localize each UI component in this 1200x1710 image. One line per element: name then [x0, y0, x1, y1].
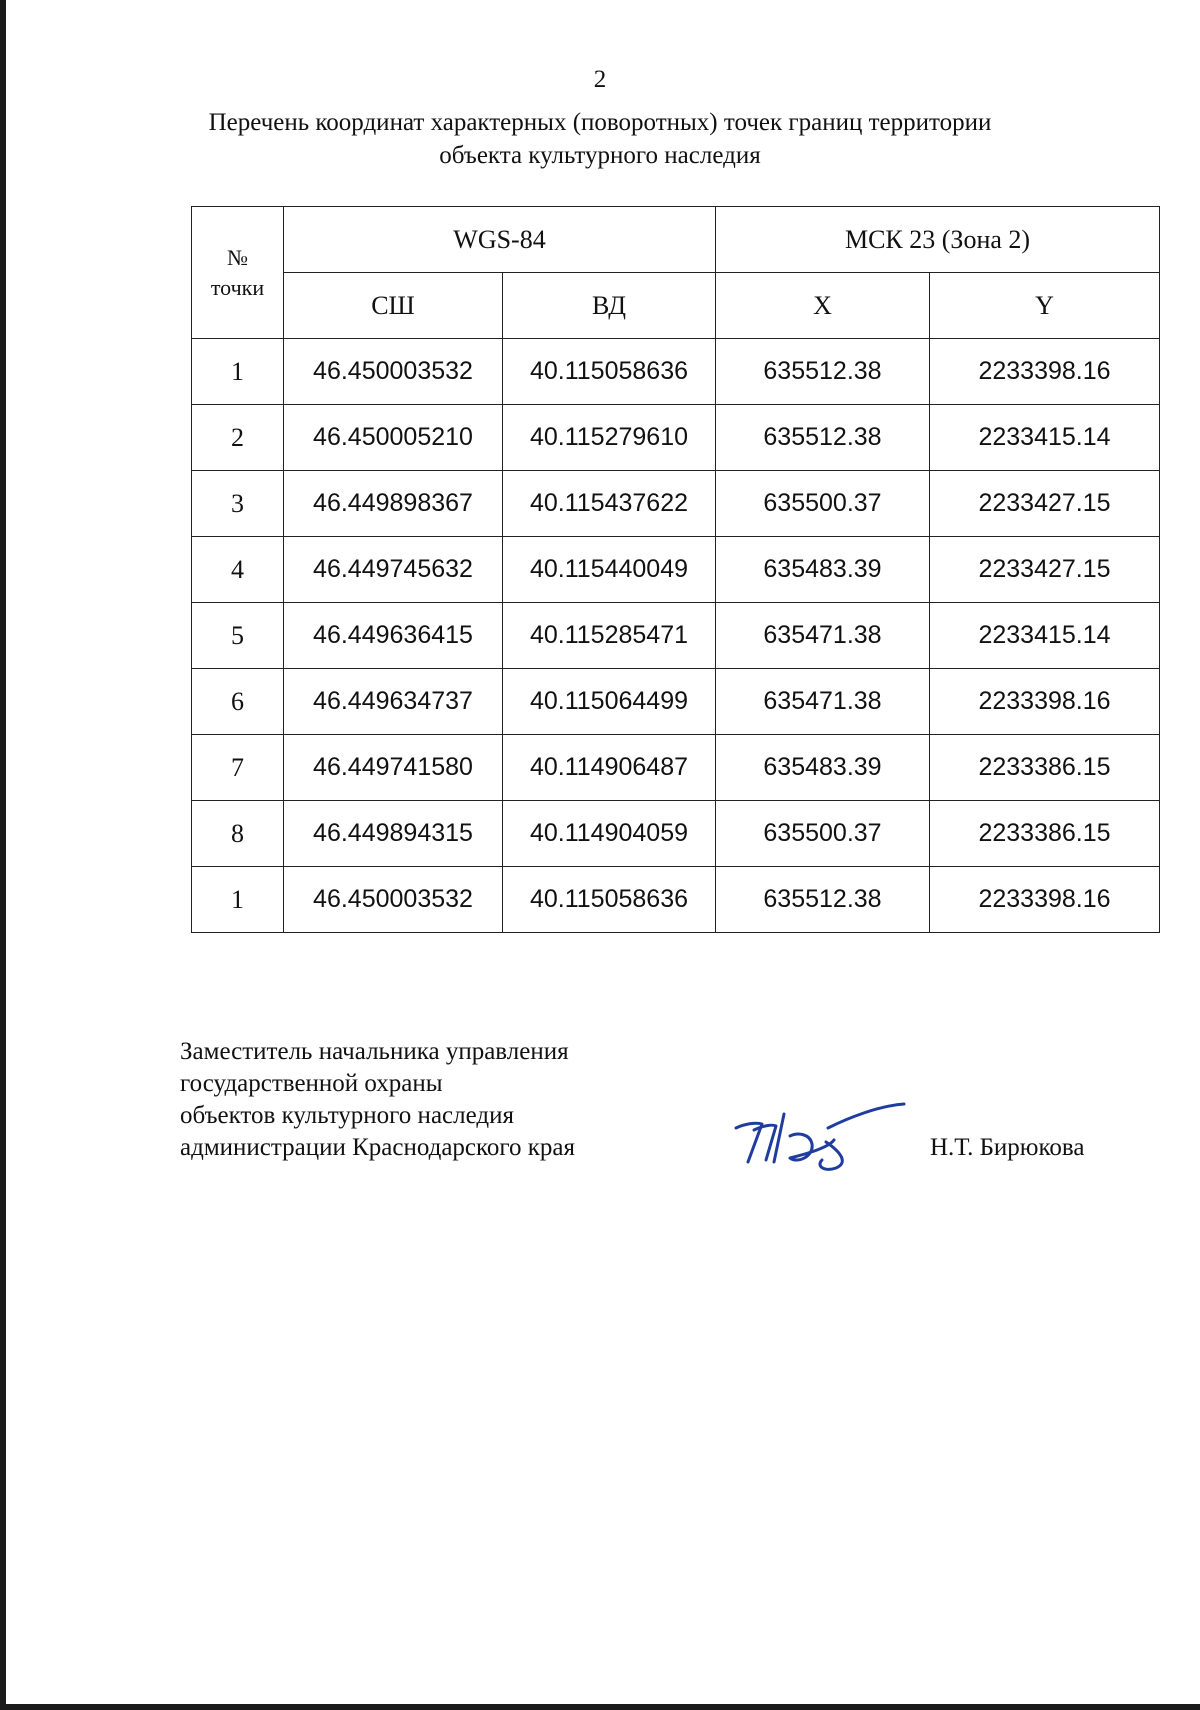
point-number-cell: 1 — [192, 867, 284, 933]
point-number-header-symbol: № — [227, 244, 248, 270]
x-cell: 635512.38 — [716, 339, 930, 405]
table-row — [192, 603, 1160, 669]
table-row — [192, 537, 1160, 603]
latitude-column-header: СШ — [284, 273, 503, 339]
x-cell: 635471.38 — [716, 603, 930, 669]
longitude-cell: 40.115279610 — [503, 405, 716, 471]
table-row — [192, 867, 1160, 933]
y-column-header: Y — [930, 273, 1160, 339]
scan-edge-left — [0, 0, 6, 1710]
latitude-cell: 46.450005210 — [284, 405, 503, 471]
point-number-header-label: точки — [210, 274, 265, 300]
x-cell: 635483.39 — [716, 735, 930, 801]
longitude-cell: 40.115437622 — [503, 471, 716, 537]
y-cell: 2233398.16 — [930, 339, 1160, 405]
table-row — [192, 735, 1160, 801]
point-number-cell: 1 — [192, 339, 284, 405]
longitude-cell: 40.115058636 — [503, 339, 716, 405]
table-group-header-row — [192, 207, 1160, 273]
table-row — [192, 801, 1160, 867]
table-row — [192, 669, 1160, 735]
point-number-cell: 3 — [192, 471, 284, 537]
table-row — [192, 339, 1160, 405]
x-cell: 635471.38 — [716, 669, 930, 735]
point-number-cell: 2 — [192, 405, 284, 471]
page-number: 2 — [593, 66, 607, 93]
longitude-cell: 40.115064499 — [503, 669, 716, 735]
longitude-cell: 40.115285471 — [503, 603, 716, 669]
longitude-cell: 40.115058636 — [503, 867, 716, 933]
document-title — [100, 106, 1100, 172]
point-number-cell: 5 — [192, 603, 284, 669]
point-number-cell: 4 — [192, 537, 284, 603]
point-number-header — [192, 207, 284, 339]
msk23-group-header: МСК 23 (Зона 2) — [716, 207, 1160, 273]
y-cell: 2233386.15 — [930, 801, 1160, 867]
wgs84-group-header: WGS-84 — [284, 207, 716, 273]
point-number-cell: 6 — [192, 669, 284, 735]
x-cell: 635512.38 — [716, 867, 930, 933]
position-line: администрации Краснодарского края — [180, 1134, 576, 1161]
x-cell: 635483.39 — [716, 537, 930, 603]
point-number-cell: 7 — [192, 735, 284, 801]
y-cell: 2233427.15 — [930, 471, 1160, 537]
position-line: Заместитель начальника управления — [180, 1038, 569, 1065]
table-row — [192, 405, 1160, 471]
latitude-cell: 46.449745632 — [284, 537, 503, 603]
y-cell: 2233415.14 — [930, 603, 1160, 669]
coordinates-table — [191, 206, 1160, 933]
table-row — [192, 471, 1160, 537]
x-cell: 635500.37 — [716, 801, 930, 867]
latitude-cell: 46.449636415 — [284, 603, 503, 669]
scan-edge-bottom — [0, 1704, 1200, 1710]
position-line: государственной охраны — [180, 1070, 443, 1097]
y-cell: 2233415.14 — [930, 405, 1160, 471]
x-cell: 635512.38 — [716, 405, 930, 471]
title-line-1: Перечень координат характерных (поворотных) точек границ территории — [208, 109, 992, 136]
longitude-column-header: ВД — [503, 273, 716, 339]
title-line-2: объекта культурного наследия — [439, 142, 761, 169]
point-number-cell: 8 — [192, 801, 284, 867]
signatory-name: Н.Т. Бирюкова — [930, 1134, 1085, 1161]
y-cell: 2233398.16 — [930, 867, 1160, 933]
table-column-header-row — [192, 273, 1160, 339]
y-cell: 2233398.16 — [930, 669, 1160, 735]
latitude-cell: 46.449894315 — [284, 801, 503, 867]
longitude-cell: 40.114904059 — [503, 801, 716, 867]
latitude-cell: 46.449898367 — [284, 471, 503, 537]
handwritten-signature — [728, 1084, 912, 1180]
y-cell: 2233386.15 — [930, 735, 1160, 801]
x-cell: 635500.37 — [716, 471, 930, 537]
latitude-cell: 46.449634737 — [284, 669, 503, 735]
longitude-cell: 40.114906487 — [503, 735, 716, 801]
signatory-position — [180, 1036, 575, 1164]
position-line: объектов культурного наследия — [180, 1102, 514, 1129]
latitude-cell: 46.450003532 — [284, 339, 503, 405]
latitude-cell: 46.450003532 — [284, 867, 503, 933]
longitude-cell: 40.115440049 — [503, 537, 716, 603]
x-column-header: X — [716, 273, 930, 339]
latitude-cell: 46.449741580 — [284, 735, 503, 801]
y-cell: 2233427.15 — [930, 537, 1160, 603]
